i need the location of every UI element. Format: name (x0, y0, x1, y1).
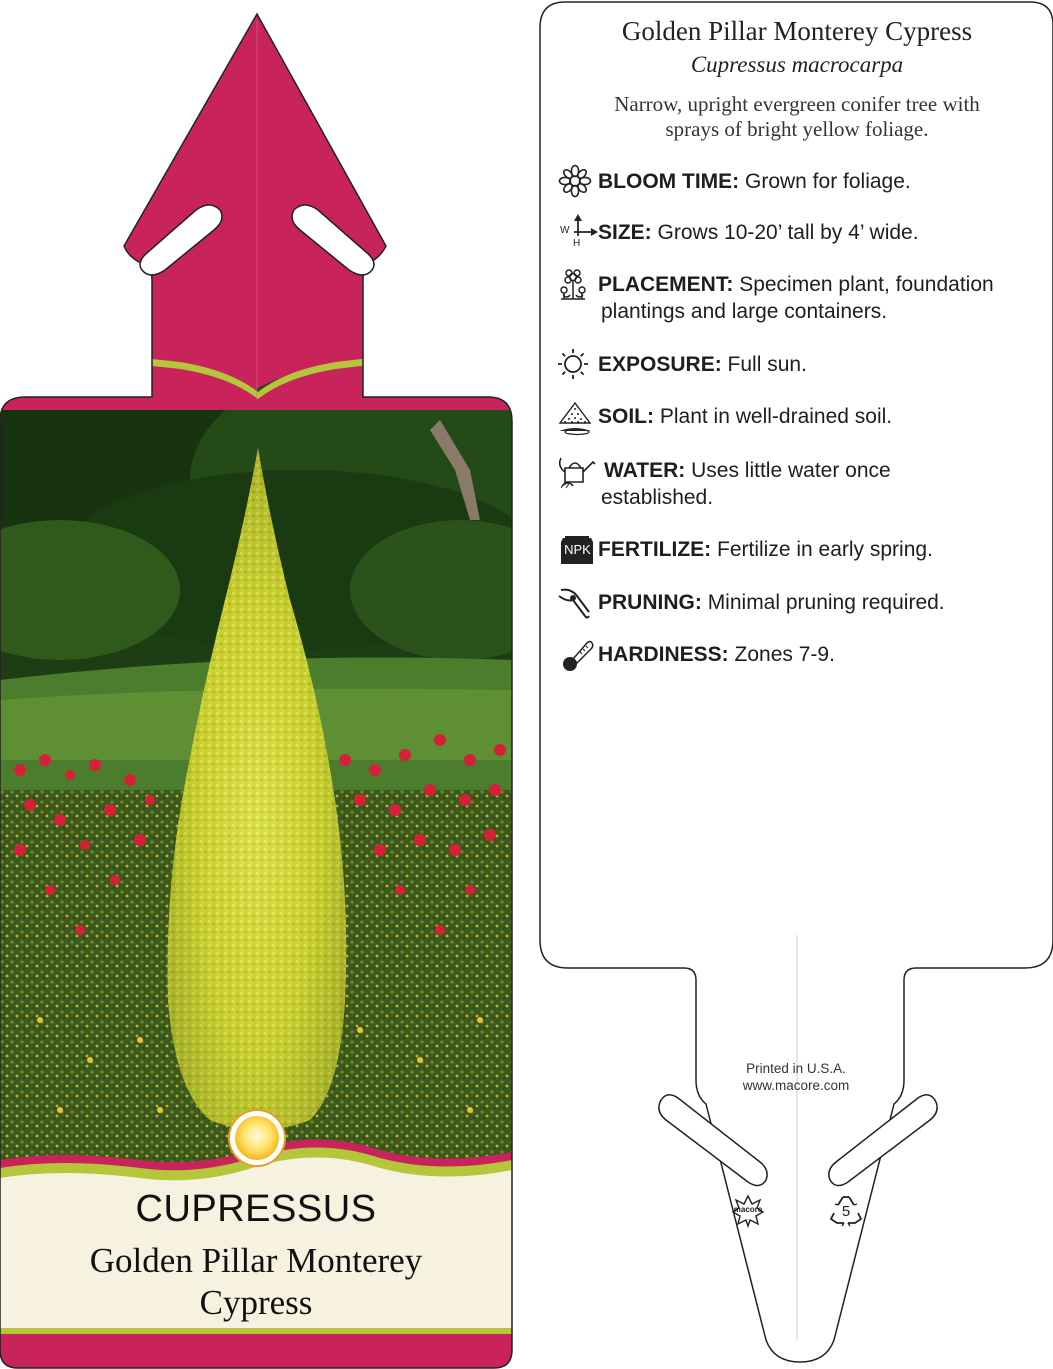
macore-logo-text: macore (733, 1205, 763, 1214)
care-text: Zones 7-9. (734, 643, 835, 666)
care-text-line2: established. (601, 486, 714, 509)
care-text: Plant in well-drained soil. (659, 405, 893, 428)
npk-icon-label: NPK (564, 542, 591, 557)
care-item-placement (598, 271, 1038, 325)
recycle-number: 5 (841, 1203, 851, 1220)
front-genus-name: CUPRESSUS (135, 1188, 377, 1230)
printed-in: Printed in U.S.A. (746, 1061, 846, 1076)
care-item-bloom-time (598, 168, 1038, 195)
care-label: SIZE: (598, 221, 652, 244)
front-common-name (0, 1240, 512, 1324)
care-label: EXPOSURE: (598, 353, 722, 376)
care-text: Minimal pruning required. (707, 591, 945, 614)
care-text: Full sun. (727, 353, 807, 376)
care-label: PRUNING: (598, 591, 702, 614)
care-item-pruning (598, 589, 1038, 616)
care-label: PLACEMENT: (598, 273, 734, 296)
care-item-water (598, 457, 1038, 511)
back-description-line1: Narrow, upright evergreen conifer tree with (614, 92, 980, 116)
care-text: Specimen plant, foundation (739, 273, 994, 296)
size-icon-height-letter: H (573, 238, 581, 249)
care-label: SOIL: (598, 405, 654, 428)
care-label: WATER: (604, 459, 686, 482)
front-tag-top (0, 0, 512, 400)
back-latin-name: Cupressus macrocarpa (690, 52, 904, 77)
care-text: Grown for foliage. (745, 170, 911, 193)
front-common-name-line2: Cypress (199, 1283, 313, 1322)
plant-photo (0, 360, 570, 1170)
care-label: BLOOM TIME: (598, 170, 740, 193)
front-common-name-line1: Golden Pillar Monterey (89, 1241, 423, 1280)
back-description-line2: sprays of bright yellow foliage. (665, 117, 929, 141)
printer-website: www.macore.com (742, 1078, 850, 1093)
care-item-fertilize (598, 536, 1038, 563)
full-sun-icon (229, 1110, 285, 1166)
care-text-line2: plantings and large containers. (601, 300, 888, 323)
size-icon-width-letter: W (560, 225, 570, 236)
care-text: Uses little water once (691, 459, 891, 482)
care-text: Fertilize in early spring. (717, 538, 933, 561)
care-label: FERTILIZE: (598, 538, 712, 561)
care-item-soil (598, 403, 1038, 430)
back-description (560, 92, 1034, 142)
care-item-size (598, 219, 1038, 246)
back-title: Golden Pillar Monterey Cypress (621, 16, 973, 46)
care-item-exposure (598, 351, 1038, 378)
care-text: Grows 10-20’ tall by 4’ wide. (657, 221, 919, 244)
care-label: HARDINESS: (598, 643, 729, 666)
printed-info (690, 1060, 902, 1094)
care-item-hardiness (598, 641, 1038, 668)
